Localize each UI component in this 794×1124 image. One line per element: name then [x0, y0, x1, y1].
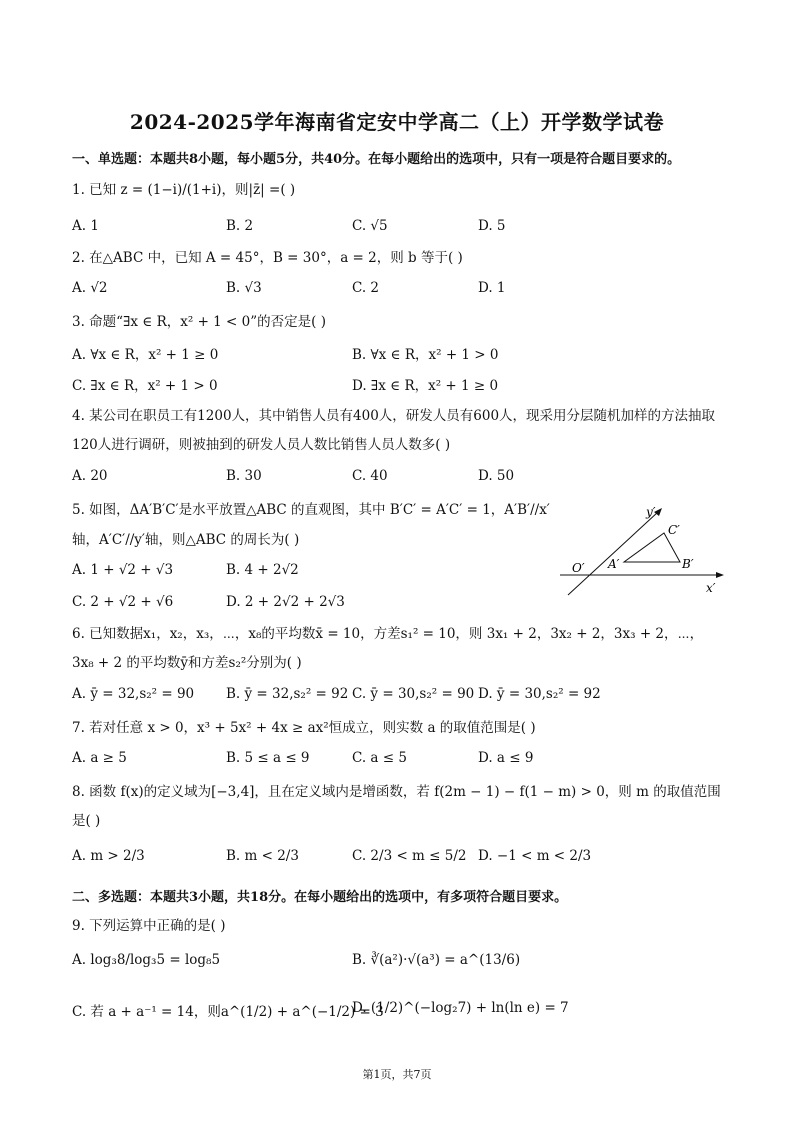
triangle-abc-prime	[624, 533, 680, 562]
option-a: A. m > 2/3	[72, 848, 145, 864]
label-c-prime: C′	[668, 523, 680, 537]
option-c: C. a ≤ 5	[352, 750, 407, 766]
page-footer: 第1页，共7页	[362, 1068, 432, 1081]
option-d: D. ȳ = 30,s₂² = 92	[478, 686, 601, 702]
option-d: D. ∃x ∈ R，x² + 1 ≥ 0	[352, 378, 499, 394]
label-y-prime: y′	[646, 505, 656, 519]
option-c: C. 40	[352, 468, 388, 484]
question-3-options-row2	[72, 374, 732, 394]
question-9-options-row1	[72, 952, 732, 972]
section-heading-single-choice: 一、单选题：本题共8小题，每小题5分，共40分。在每小题给出的选项中，只有一项是符合题目要求的。	[72, 152, 681, 167]
option-a: A. 1 + √2 + √3	[72, 562, 174, 578]
option-d: D. 1	[478, 280, 506, 296]
option-c: C. ∃x ∈ R，x² + 1 > 0	[72, 378, 218, 394]
x-axis-arrow	[716, 572, 724, 578]
question-1-stem: 1. 已知 z = (1−i)/(1+i)，则|z̄| =( )	[72, 182, 296, 198]
question-9-options-row2	[72, 1000, 732, 1020]
label-o-prime: O′	[572, 561, 585, 575]
question-5-stem-line1: 5. 如图，ΔA′B′C′是水平放置△ABC 的直观图，其中 B′C′ = A′C′ = 1，A′B′//x′	[72, 502, 550, 518]
option-c: C. √5	[352, 218, 388, 234]
question-7-options	[72, 750, 732, 770]
option-a: A. 1	[72, 218, 99, 234]
option-c: C. 2/3 < m ≤ 5/2	[352, 848, 467, 864]
option-b: B. ȳ = 32,s₂² = 92	[226, 686, 349, 702]
question-8-options	[72, 848, 732, 868]
option-b: B. √3	[226, 280, 262, 296]
option-a: A. ȳ = 32,s₂² = 90	[72, 686, 195, 702]
option-b: B. ∀x ∈ R，x² + 1 > 0	[352, 347, 499, 363]
option-a: A. log₃8/log₃5 = log₈5	[72, 952, 221, 968]
question-5-stem-line2: 轴，A′C′//y′轴，则△ABC 的周长为( )	[72, 532, 300, 548]
option-b: B. 4 + 2√2	[226, 562, 299, 578]
question-2-stem: 2. 在△ABC 中，已知 A = 45°，B = 30°，a = 2，则 b 等于( )	[72, 250, 463, 266]
option-d: D. 5	[478, 218, 506, 234]
option-b: B. 30	[226, 468, 262, 484]
option-c: C. 2	[352, 280, 380, 296]
option-b: B. 5 ≤ a ≤ 9	[226, 750, 310, 766]
question-4-stem: 4. 某公司在职员工有1200人，其中销售人员有400人，研发人员有600人，现采用分层随机加样的方法抽取120人进行调研，则被抽到的研发人员人数比销售人员人数多( )	[72, 408, 716, 453]
label-x-prime: x′	[706, 581, 716, 595]
question-2-options	[72, 280, 732, 300]
question-9-stem: 9. 下列运算中正确的是( )	[72, 918, 226, 934]
option-d: D. 2 + 2√2 + 2√3	[226, 594, 345, 610]
question-6-options	[72, 686, 732, 706]
question-1-options	[72, 218, 732, 238]
option-b: B. ∛(a²)·√(a³) = a^(13/6)	[352, 952, 521, 968]
option-b: B. m < 2/3	[226, 848, 299, 864]
oblique-projection-figure	[558, 500, 728, 600]
section-heading-multi-choice: 二、多选题：本题共3小题，共18分。在每小题给出的选项中，有多项符合题目要求。	[72, 890, 568, 905]
page-title: 2024-2025学年海南省定安中学高二（上）开学数学试卷	[129, 110, 665, 134]
option-d: D. (1/2)^(−log₂7) + ln(ln e) = 7	[352, 1000, 569, 1016]
option-a: A. √2	[72, 280, 108, 296]
option-c: C. 若 a + a⁻¹ = 14，则a^(1/2) + a^(−1/2) = 3	[72, 1004, 384, 1020]
question-8-stem: 8. 函数 f(x)的定义域为[−3,4]，且在定义域内是增函数，若 f(2m − 1) − f(1 − m) > 0，则 m 的取值范围是( )	[72, 784, 721, 829]
option-d: D. a ≤ 9	[478, 750, 534, 766]
option-a: A. a ≥ 5	[72, 750, 127, 766]
question-3-stem: 3. 命题“∃x ∈ R，x² + 1 < 0”的否定是( )	[72, 314, 326, 330]
option-a: A. 20	[72, 468, 108, 484]
option-d: D. −1 < m < 2/3	[478, 848, 592, 864]
option-c: C. 2 + √2 + √6	[72, 594, 174, 610]
label-b-prime: B′	[682, 557, 694, 571]
question-4-options	[72, 468, 732, 488]
question-6-stem: 6. 已知数据x₁，x₂，x₃，⋯，x₈的平均数x̄ = 10，方差s₁² = 10，则 3x₁ + 2，3x₂ + 2，3x₃ + 2，⋯，3x₈ + 2 的平均数ȳ和方差s₂²分别为( )	[72, 626, 704, 671]
question-3-options-row1	[72, 343, 732, 363]
label-a-prime: A′	[608, 557, 620, 571]
y-axis	[568, 512, 658, 595]
option-c: C. ȳ = 30,s₂² = 90	[352, 686, 475, 702]
option-a: A. ∀x ∈ R，x² + 1 ≥ 0	[72, 347, 219, 363]
question-7-stem: 7. 若对任意 x > 0，x³ + 5x² + 4x ≥ ax²恒成立，则实数 a 的取值范围是( )	[72, 720, 536, 736]
option-b: B. 2	[226, 218, 254, 234]
option-d: D. 50	[478, 468, 515, 484]
